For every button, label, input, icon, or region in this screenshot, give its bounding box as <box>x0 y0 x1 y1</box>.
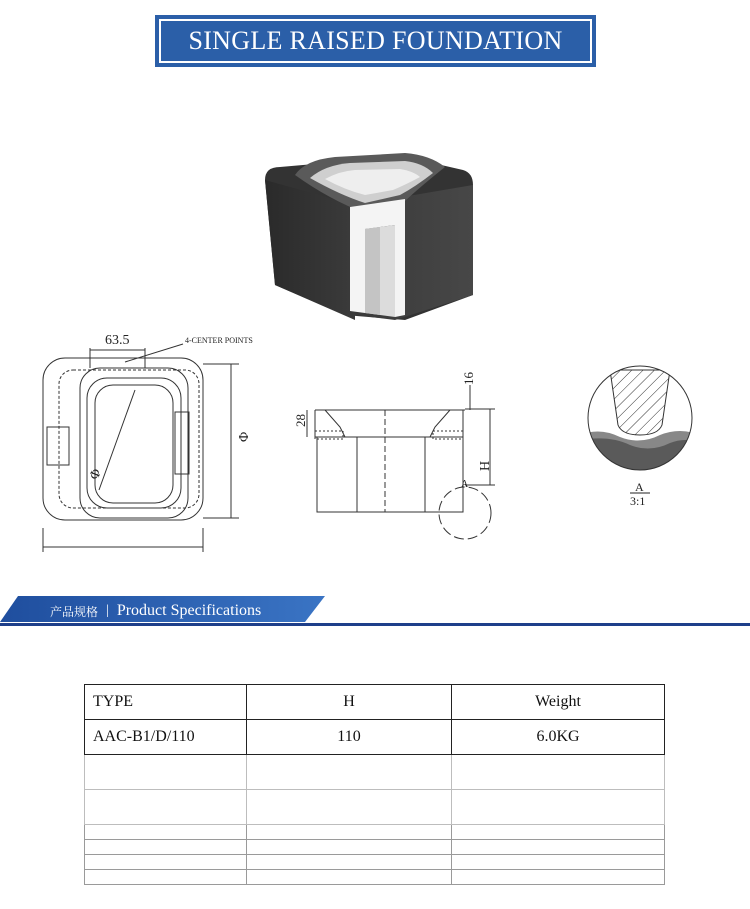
dimension-28: 28 <box>293 414 308 427</box>
section-label-en: Product Specifications <box>116 602 262 619</box>
section-label-cn: 产品规格 <box>50 604 99 619</box>
table-header-row <box>85 685 665 720</box>
detail-a-drawing <box>580 365 700 510</box>
dimension-63-5: 63.5 <box>105 333 130 348</box>
table-row <box>85 720 665 755</box>
side-view-drawing <box>285 365 510 545</box>
empty-row <box>85 825 665 840</box>
header-h: H <box>247 685 452 720</box>
center-points-label: 4-CENTER POINTS <box>185 336 253 345</box>
empty-row <box>85 790 665 825</box>
page-title: SINGLE RAISED FOUNDATION <box>159 19 592 63</box>
detail-scale: 3:1 <box>630 494 646 508</box>
section-heading <box>50 600 261 622</box>
diameter-label: Φ <box>87 466 105 482</box>
cell-weight: 6.0KG <box>452 720 665 755</box>
spec-table <box>84 684 665 885</box>
dimension-16: 16 <box>461 372 476 385</box>
empty-row <box>85 840 665 855</box>
product-photo <box>255 145 480 325</box>
section-separator: | <box>106 603 109 618</box>
detail-ref-a: A <box>461 479 469 490</box>
top-view-drawing <box>35 330 265 555</box>
detail-label: A <box>635 480 644 494</box>
empty-row <box>85 870 665 885</box>
cell-type: AAC-B1/D/110 <box>85 720 247 755</box>
dimension-h: H <box>478 460 493 471</box>
title-banner <box>155 15 596 67</box>
header-type: TYPE <box>85 685 247 720</box>
empty-row <box>85 755 665 790</box>
height-dim-label: Φ <box>237 431 252 442</box>
empty-row <box>85 855 665 870</box>
header-weight: Weight <box>452 685 665 720</box>
cell-h: 110 <box>247 720 452 755</box>
